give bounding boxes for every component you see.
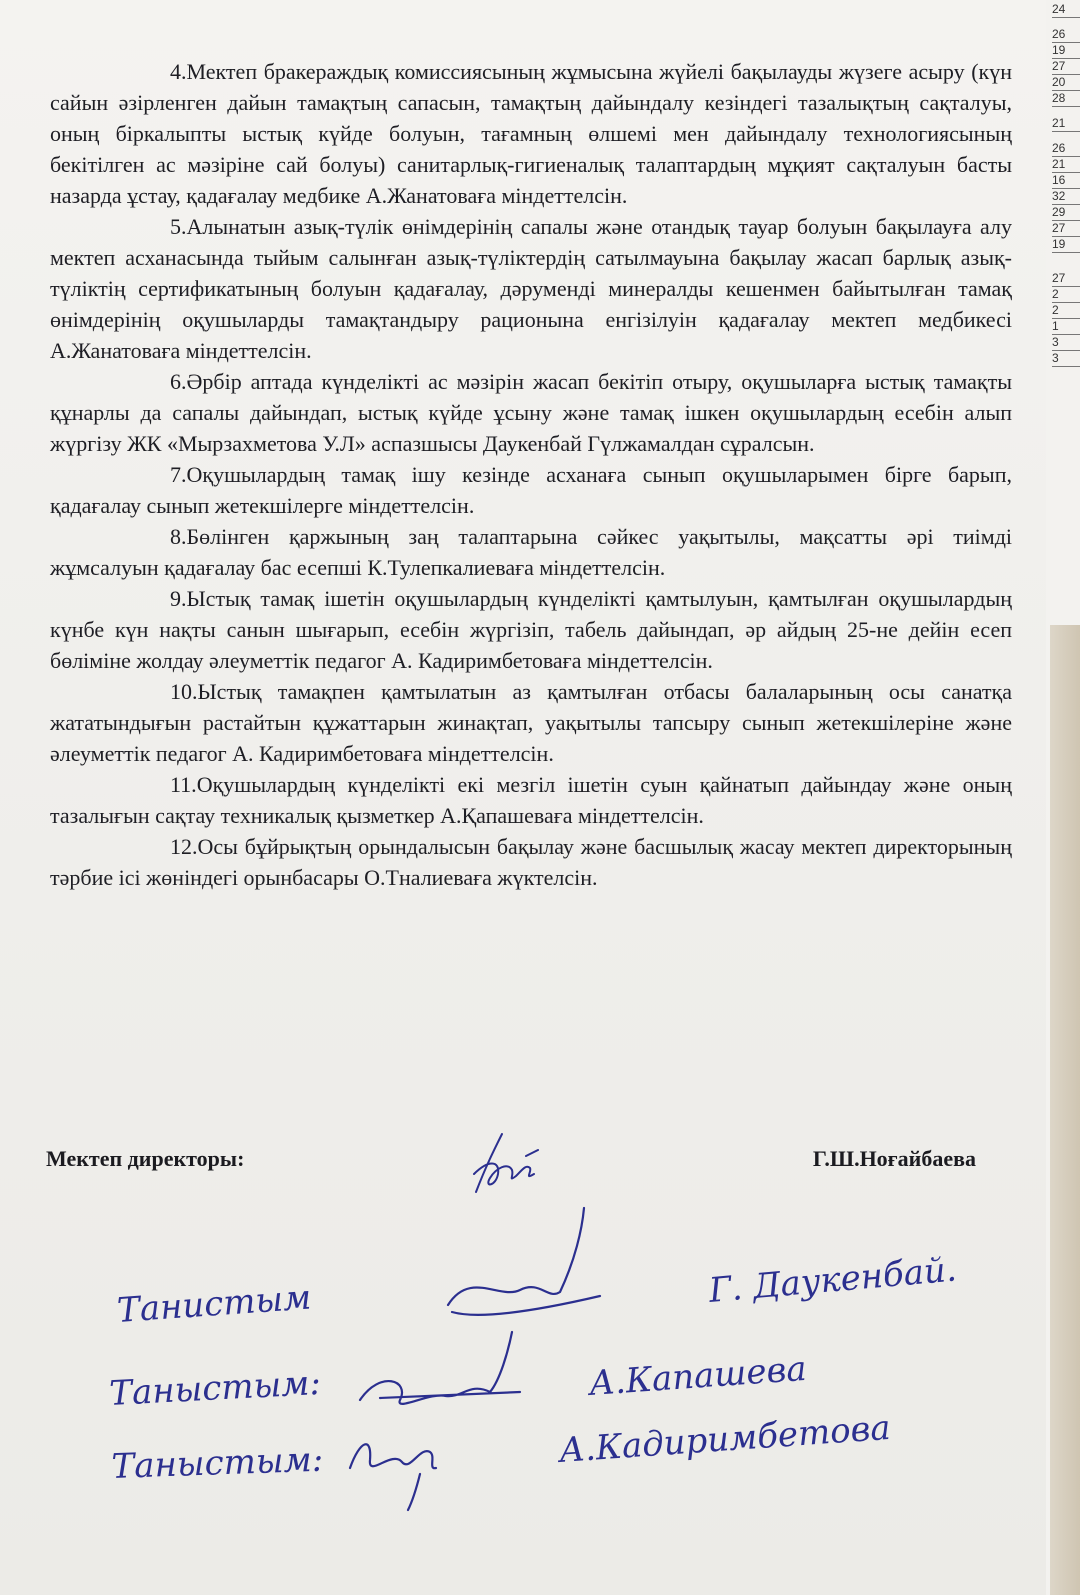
handwritten-signature xyxy=(350,1444,436,1510)
acquaintance-row-2 xyxy=(108,1332,807,1414)
signatory-name: Г.Ш.Ноғайбаева xyxy=(812,1146,976,1171)
margin-number xyxy=(1052,262,1080,271)
desk-surface xyxy=(1050,625,1080,1595)
paragraph-number: 5. xyxy=(170,214,187,239)
margin-number: 21 xyxy=(1052,116,1080,132)
paragraph-number: 10. xyxy=(170,679,198,704)
paragraph-number: 8. xyxy=(170,524,187,549)
paragraph-8 xyxy=(50,521,1012,583)
margin-number: 27 xyxy=(1052,271,1080,287)
margin-numbers-column xyxy=(1052,2,1080,367)
acquaintance-row-3 xyxy=(111,1408,892,1510)
acquaintance-label: Танистым xyxy=(115,1277,313,1331)
paragraph-text: Мектеп бракераждық комиссиясының жұмысына жүйелі бақылауды жүзеге асыру (күн сайын әзірленген дайын тамақтың сапасын, тамақтың дайындалу кезіндегі тазалықтың сақталуы, оның біркалыпты ыстық күйде болуын, тағамның өлшемі мен дайындалу технологиясының бекітілген ас мәзіріне сай болуы) санитарлық-гигиеналық талаптардың мұқият сақталуын басты назарда ұстау, қадағалау медбике А.Жанатоваға міндеттелсін. xyxy=(50,59,1012,208)
margin-number: 20 xyxy=(1052,75,1080,91)
acquaintance-label: Таныстым: xyxy=(108,1362,322,1414)
paragraph-text: Осы бұйрықтың орындалысын бақылау және басшылық жасау мектеп директорының тәрбие ісі жөніндегі орынбасары О.Тналиеваға жүктелсін. xyxy=(50,834,1012,890)
margin-number: 21 xyxy=(1052,157,1080,173)
margin-number: 2 xyxy=(1052,303,1080,319)
paragraph-number: 12. xyxy=(170,834,198,859)
acquaintance-label: Таныстым: xyxy=(110,1439,324,1487)
paragraph-text: Оқушылардың күнделікті екі мезгіл ішетін суын қайнатып дайындау және оның тазалығын сақтау техникалық қызметкер А.Қапашеваға міндеттелсін. xyxy=(50,772,1012,828)
margin-number xyxy=(1052,253,1080,262)
paragraph-7 xyxy=(50,459,1012,521)
paragraph-11 xyxy=(50,769,1012,831)
signature-label: Мектеп директоры: xyxy=(46,1146,245,1171)
paragraph-number: 4. xyxy=(170,59,187,84)
paragraph-number: 7. xyxy=(170,462,187,487)
handwritten-signature xyxy=(448,1208,600,1315)
margin-number: 19 xyxy=(1052,237,1080,253)
paragraph-text: Ыстық тамақпен қамтылатын аз қамтылған отбасы балаларының осы санатқа жататындығын растайтын құжаттарын жинақтап, уақытылы тапсыру сынып жетекшілеріне және әлеуметтік педагог А. Кадиримбетоваға міндеттелсін. xyxy=(50,679,1012,766)
margin-number xyxy=(1052,107,1080,116)
margin-number: 19 xyxy=(1052,43,1080,59)
margin-number xyxy=(1052,18,1080,27)
paragraph-text: Алынатын азық-түлік өнімдерінің сапалы және отандық тауар болуын бақылауға алу мектеп асханасында тыйым салынған азық-түліктердің сатылмауына бақылау жасап барлық азық-түліктің сертификатының болуын қадағалау, дәруменді минералды кешенмен байытылған тамақ өнімдерінің оқушыларды тамақтандыру рационына енгізілуін қадағалау мектеп медбикесі А.Жанатоваға міндеттелсін. xyxy=(50,214,1012,363)
paragraph-number: 9. xyxy=(170,586,187,611)
handwritten-signature xyxy=(360,1332,520,1404)
paragraph-10 xyxy=(50,676,1012,769)
paragraph-number: 11. xyxy=(170,772,197,797)
acquaintance-name: Г. Даукенбай. xyxy=(707,1249,959,1311)
margin-number: 28 xyxy=(1052,91,1080,107)
paragraph-number: 6. xyxy=(170,369,187,394)
paragraph-5 xyxy=(50,211,1012,366)
paragraph-12 xyxy=(50,831,1012,893)
paragraph-text: Оқушылардың тамақ ішу кезінде асханаға сынып оқушыларымен бірге барып, қадағалау сынып жетекшілерге міндеттелсін. xyxy=(50,462,1012,518)
margin-number: 3 xyxy=(1052,335,1080,351)
paragraph-9 xyxy=(50,583,1012,676)
paragraph-text: Ыстық тамақ ішетін оқушылардың күнделікті қамтылуын, қамтылған оқушылардың күнбе күн нақты санын шығарып, есебін жүргізіп, табель дайындап, әр айдың 25-не дейін есеп бөліміне жолдау әлеуметтік педагог А. Кадиримбетоваға міндеттелсін. xyxy=(50,586,1012,673)
margin-number: 16 xyxy=(1052,173,1080,189)
margin-number: 27 xyxy=(1052,221,1080,237)
margin-number xyxy=(1052,132,1080,141)
paragraph-text: Әрбір аптада күнделікті ас мәзірін жасап бекітіп отыру, оқушыларға ыстық тамақты құнарлы да сапалы дайындап, ыстық күйде ұсыну және тамақ ішкен оқушылардың есебін алып жүргізу ЖК «Мырзахметова У.Л» аспазшысы Даукенбай Гүлжамалдан сұралсын. xyxy=(50,369,1012,456)
margin-number: 26 xyxy=(1052,141,1080,157)
margin-number: 29 xyxy=(1052,205,1080,221)
margin-number: 32 xyxy=(1052,189,1080,205)
order-body xyxy=(50,56,1012,893)
margin-number: 2 xyxy=(1052,287,1080,303)
paragraph-6 xyxy=(50,366,1012,459)
margin-number: 24 xyxy=(1052,2,1080,18)
margin-number: 3 xyxy=(1052,351,1080,367)
director-signature xyxy=(464,1130,554,1200)
margin-number: 27 xyxy=(1052,59,1080,75)
acquaintance-name: А.Кадиримбетова xyxy=(557,1407,892,1471)
acquaintance-row-1 xyxy=(116,1208,958,1331)
margin-number: 1 xyxy=(1052,319,1080,335)
paragraph-4 xyxy=(50,56,1012,211)
paragraph-text: Бөлінген қаржының заң талаптарына сәйкес уақытылы, мақсатты әрі тиімді жұмсалуын қадағалау бас есепші К.Тулепкалиеваға міндеттелсін. xyxy=(50,524,1012,580)
acquaintance-name: А.Капашева xyxy=(587,1348,808,1404)
margin-number: 26 xyxy=(1052,27,1080,43)
